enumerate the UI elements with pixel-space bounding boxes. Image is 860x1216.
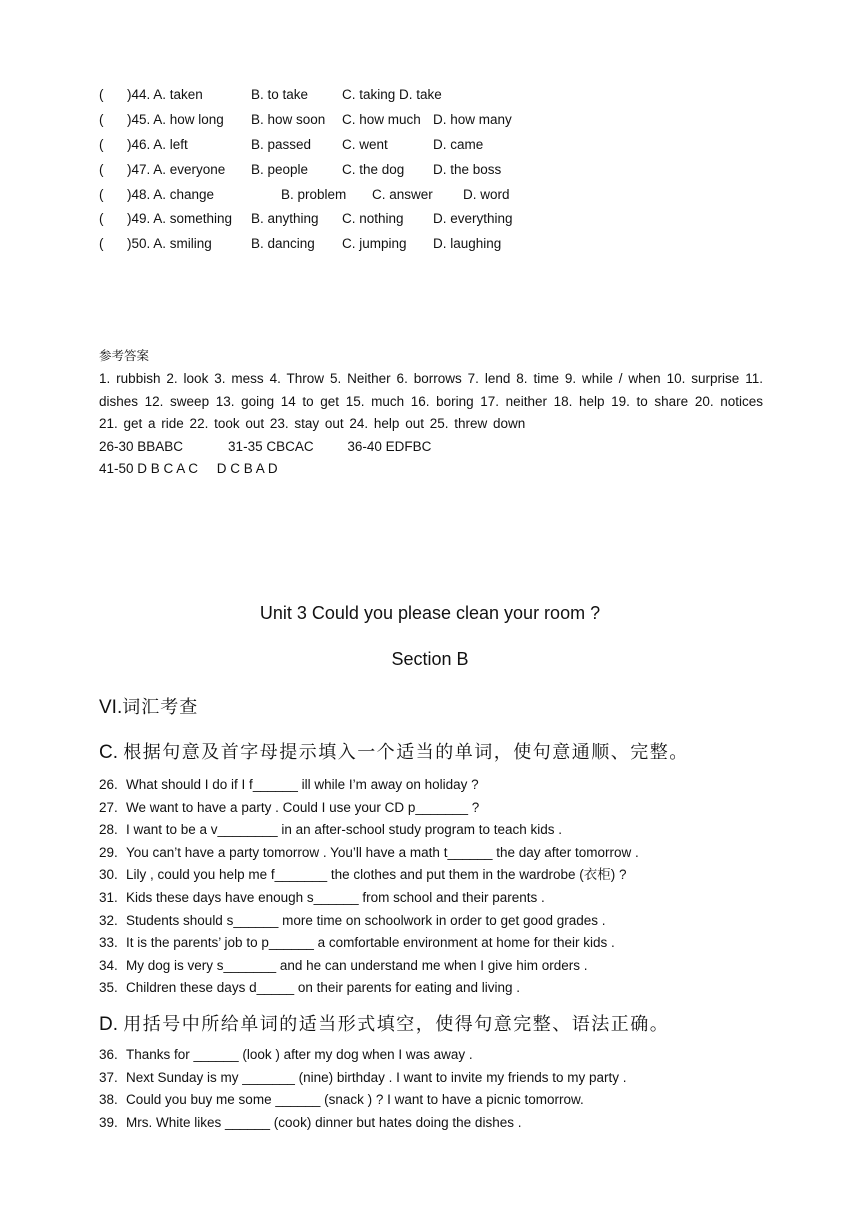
question-text: Mrs. White likes ______ (cook) dinner but hates doing the dishes . [126, 1114, 522, 1130]
choice-option-b: B. to take [251, 87, 309, 102]
question-number: 29. [99, 844, 118, 860]
question-number: 30. [99, 867, 118, 883]
part-label: C. [99, 742, 118, 763]
question-number: 27. [99, 799, 118, 815]
question-text: Thanks for ______ (look ) after my dog when I was away . [126, 1047, 473, 1062]
answer-key-title: 参考答案 [99, 348, 150, 363]
choice-option-c: C. answer [372, 186, 433, 202]
choice-option-d: D. came [433, 136, 484, 152]
question-number: 34. [99, 957, 118, 973]
question-text: It is the parents’ job to p______ a comfortable environment at home for their kids . [126, 935, 615, 951]
question-number: 38. [99, 1092, 118, 1108]
question-number: 32. [99, 912, 118, 928]
choice-option-c: C. nothing [342, 211, 404, 227]
question-number: 31. [99, 889, 118, 905]
choice-option-a: )50. A. smiling [127, 236, 212, 252]
unit-title: Unit 3 Could you please clean your room ? [259, 603, 601, 623]
question-text: Could you buy me some ______ (snack ) ? I want to have a picnic tomorrow. [126, 1092, 584, 1108]
choice-option-c: C. jumping [342, 236, 407, 252]
answer-blank-paren: ( [99, 87, 104, 102]
answer-key [99, 346, 763, 481]
answer-key-line: 41-50 D B C A C D C B A D [99, 461, 278, 477]
choice-option-d: D. everything [433, 211, 513, 227]
answer-blank-paren: ( [99, 236, 104, 252]
choice-option-d: D. the boss [433, 161, 502, 177]
question-text: Students should s______ more time on schoolwork in order to get good grades . [126, 912, 606, 928]
question-text: Children these days d_____ on their parents for eating and living . [126, 980, 521, 996]
choice-option-c: C. how much [342, 111, 421, 127]
answer-blank-paren: ( [99, 161, 104, 177]
choice-option-d: D. word [463, 186, 510, 202]
question-text: I want to be a v________ in an after-school study program to teach kids . [126, 822, 563, 838]
choice-option-b: B. dancing [251, 236, 315, 252]
choice-option-a: )49. A. something [127, 211, 233, 227]
question-number: 26. [99, 777, 118, 792]
part-text: 根据句意及首字母提示填入一个适当的单词，使句意通顺、完整。 [123, 742, 689, 763]
question-number: 33. [99, 935, 118, 951]
answer-key-vocabulary: 1. rubbish 2. look 3. mess 4. Throw 5. Neither 6. borrows 7. lend 8. time 9. while / when 10. surprise 11. dishes 12. sweep 13. going 14 to get 15. much 16. boring 17. neither 18. help 19. to share 20. notices 21. get a ride 22. took out 23. stay out 24. help out 25. threw down [99, 371, 763, 432]
question-text: You can’t have a party tomorrow . You’ll have a math t______ the day after tomorrow . [126, 844, 639, 860]
part-text: 用括号中所给单词的适当形式填空，使得句意完整、语法正确。 [123, 1014, 670, 1035]
question-number: 35. [99, 980, 118, 996]
choice-option-b: B. problem [281, 186, 347, 202]
part-heading-d [99, 1010, 669, 1036]
choice-option-b: B. passed [251, 136, 312, 152]
choice-option-a: )48. A. change [127, 186, 215, 202]
question-text: What should I do if I f______ ill while I’m away on holiday ? [126, 777, 479, 792]
choice-option-c: C. the dog [342, 161, 405, 177]
choice-option-c: C. taking D. take [342, 87, 442, 102]
part-text: 词汇考查 [122, 697, 199, 718]
question-number: 37. [99, 1069, 118, 1085]
part-heading-c [99, 738, 689, 764]
section-title: Section B [391, 649, 469, 669]
question-number: 39. [99, 1114, 118, 1130]
question-text: Lily , could you help me f_______ the clothes and put them in the wardrobe (衣柜) ? [126, 867, 627, 883]
part-label: D. [99, 1014, 118, 1035]
answer-key-line: 26-30 BBABC 31-35 CBCAC 36-40 EDFBC [99, 438, 432, 454]
part-label: VI. [99, 697, 123, 718]
question-text: Kids these days have enough s______ from school and their parents . [126, 889, 545, 905]
choice-option-c: C. went [342, 136, 388, 152]
question-number: 28. [99, 822, 118, 838]
choice-option-d: D. how many [433, 111, 512, 127]
choice-option-a: )47. A. everyone [127, 161, 226, 177]
answer-blank-paren: ( [99, 136, 104, 152]
part-heading-vi [99, 693, 198, 719]
question-number: 36. [99, 1047, 118, 1062]
choice-option-a: )46. A. left [127, 136, 188, 152]
question-text: Next Sunday is my _______ (nine) birthday . I want to invite my friends to my party . [126, 1069, 627, 1085]
answer-blank-paren: ( [99, 111, 104, 127]
question-text: My dog is very s_______ and he can understand me when I give him orders . [126, 957, 588, 973]
choice-option-b: B. people [251, 161, 309, 177]
choice-option-b: B. anything [251, 211, 319, 227]
choice-option-d: D. laughing [433, 236, 502, 252]
question-text: We want to have a party . Could I use your CD p_______ ? [126, 799, 480, 815]
answer-blank-paren: ( [99, 186, 104, 202]
choice-option-b: B. how soon [251, 111, 326, 127]
answer-blank-paren: ( [99, 211, 104, 227]
choice-option-a: )44. A. taken [127, 87, 203, 102]
choice-option-a: )45. A. how long [127, 111, 224, 127]
